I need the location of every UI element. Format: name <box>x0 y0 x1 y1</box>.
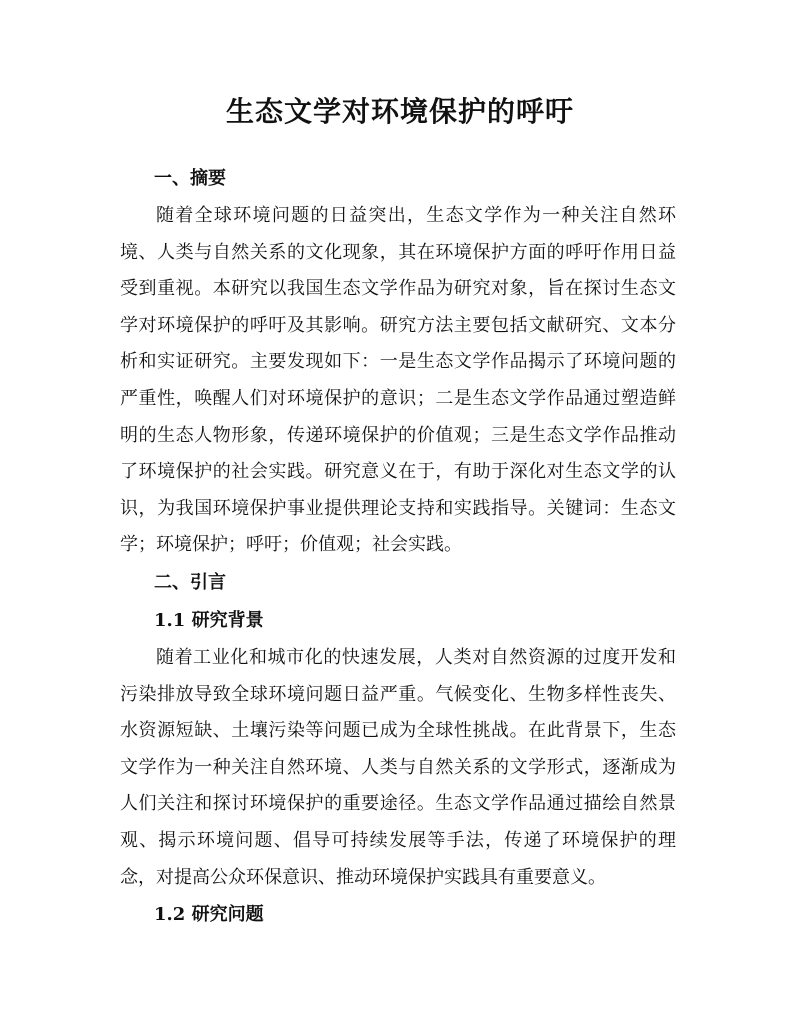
abstract-heading: 一、摘要 <box>154 168 226 189</box>
abstract-paragraph: 随着全球环境问题的日益突出，生态文学作为一种关注自然环境、人类与自然关系的文化现象，其在环境保护方面的呼吁作用日益受到重视。本研究以我国生态文学作品为研究对象，旨在探讨生态文学对环境保护的呼吁及其影响。研究方法主要包括文献研究、文本分析和实证研究。主要发现如下：一是生态文学作品揭示了环境问题的严重性，唤醒人们对环境保护的意识；二是生态文学作品通过塑造鲜明的生态人物形象，传递环境保护的价值观；三是生态文学作品推动了环境保护的社会实践。研究意义在于，有助于深化对生态文学的认识，为我国环境保护事业提供理论支持和实践指导。关键词：生态文学；环境保护；呼吁；价值观；社会实践。 <box>120 205 676 556</box>
introduction-heading: 二、引言 <box>154 571 226 593</box>
research-background-paragraph: 随着工业化和城市化的快速发展，人类对自然资源的过度开发和污染排放导致全球环境问题日益严重。气候变化、生物多样性丧失、水资源短缺、土壤污染等问题已成为全球性挑战。在此背景下，生态文学作为一种关注自然环境、人类与自然关系的文学形式，逐渐成为人们关注和探讨环境保护的重要途径。生态文学作品通过描绘自然景观、揭示环境问题、倡导可持续发展等手法，传递了环境保护的理念，对提高公众环保意识、推动环境保护实践具有重要意义。 <box>120 646 676 888</box>
document-title: 生态文学对环境保护的呼吁 <box>225 95 574 128</box>
research-background-heading: 1.1 研究背景 <box>154 609 264 631</box>
research-question-heading: 1.2 研究问题 <box>154 904 264 926</box>
